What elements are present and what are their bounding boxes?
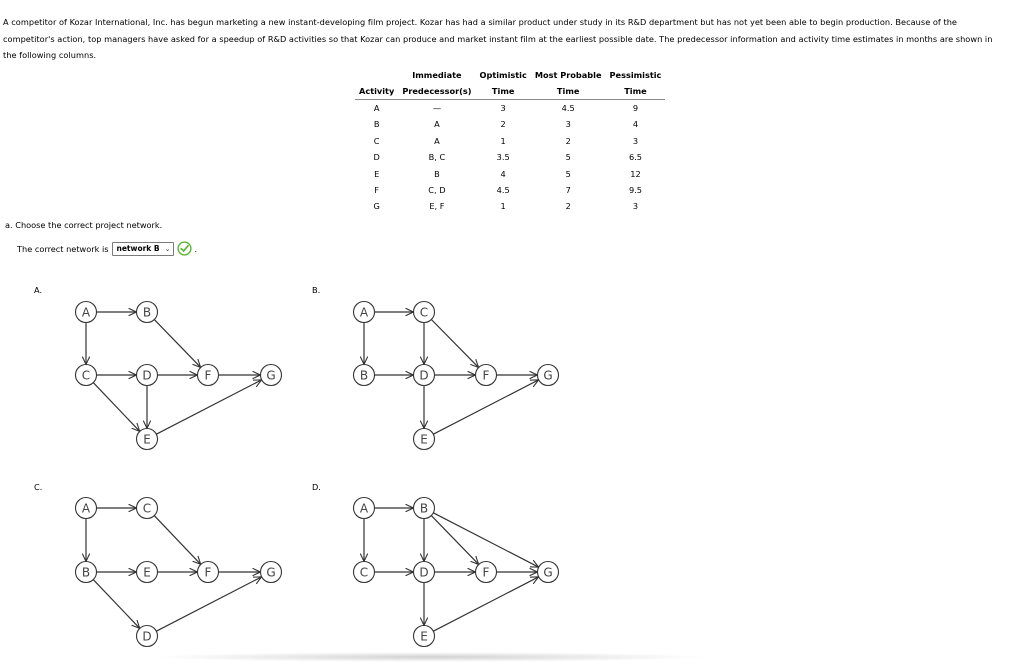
question-prompt: a. Choose the correct project network. <box>5 220 163 230</box>
table-cell: 2 <box>500 119 506 130</box>
header-cell: Time <box>531 83 606 100</box>
table-cell: B <box>434 168 440 179</box>
table-cell: C <box>373 135 380 146</box>
header-cell: Immediate <box>412 70 462 80</box>
table-cell: 4.5 <box>561 103 575 113</box>
table-cell: 4 <box>632 119 639 130</box>
edge-e-g <box>156 380 261 434</box>
table-cell: A <box>434 119 440 130</box>
table-cell: E, F <box>429 201 445 212</box>
table-cell: A <box>373 103 380 113</box>
node-label: B <box>81 565 91 580</box>
table-cell: 9 <box>632 103 639 113</box>
edge-e-g <box>433 380 538 434</box>
answer-prefix: The correct network is <box>17 243 109 254</box>
table-cell: 12 <box>630 168 641 179</box>
scroll-shadow <box>150 652 710 662</box>
node-label: G <box>543 565 553 580</box>
table-cell: 9.5 <box>628 185 642 196</box>
network-c-label: C. <box>34 482 43 492</box>
table-cell: 3 <box>500 103 506 113</box>
edge-b-g <box>433 513 538 567</box>
network-d-label: D. <box>312 482 321 492</box>
node-label: G <box>266 368 276 383</box>
table-cell: 4 <box>500 168 506 179</box>
table-cell: 5 <box>565 168 571 179</box>
table-cell: 7 <box>565 185 571 196</box>
node-label: G <box>543 368 553 383</box>
node-label: B <box>419 501 429 516</box>
node-label: F <box>204 368 212 383</box>
table-cell: 3 <box>632 135 639 146</box>
answer-suffix: . <box>194 243 198 254</box>
node-label: D <box>419 565 429 580</box>
table-cell: 6.5 <box>628 152 642 163</box>
table-cell: E <box>374 168 380 179</box>
header-cell: Activity <box>355 83 398 100</box>
node-label: F <box>204 565 212 580</box>
edge-d-g <box>156 577 261 631</box>
edge-b-d <box>93 580 139 628</box>
node-label: D <box>142 368 152 383</box>
table-cell: 2 <box>565 201 571 212</box>
edge-b-f <box>431 516 478 565</box>
node-label: G <box>266 565 276 580</box>
node-label: E <box>143 565 151 580</box>
network-b-label: B. <box>312 285 321 295</box>
table-cell: — <box>432 103 441 113</box>
node-label: C <box>142 501 152 516</box>
node-label: A <box>81 305 91 320</box>
header-cell: Most Probable <box>534 70 602 80</box>
node-label: B <box>142 305 152 320</box>
node-label: C <box>81 368 91 383</box>
node-label: A <box>359 501 369 516</box>
node-label: C <box>359 565 369 580</box>
intro-line-1: A competitor of Kozar International, Inc. has begun marketing a new instant-developing film project. Kozar has had a similar product under study in its R&D department but has not yet been able to begin production. Because of the <box>3 17 958 27</box>
network-a-label: A. <box>34 285 43 295</box>
intro-line-3: the following columns. <box>3 50 97 60</box>
table-cell: G <box>373 201 380 212</box>
table-cell: B <box>373 119 380 130</box>
table-cell: 5 <box>565 152 571 163</box>
node-label: D <box>419 368 429 383</box>
table-cell: D <box>373 152 380 163</box>
intro-line-2: competitor's action, top managers have asked for a speedup of R&D activities so that Kozar can produce and market instant film at the earliest possible date. The predecessor information and activity time estimates in months are shown in <box>3 33 993 44</box>
chevron-down-icon: ⌄ <box>164 244 171 253</box>
header-cell: Pessimistic <box>609 70 662 80</box>
network-c <box>76 498 282 647</box>
header-cell: Predecessor(s) <box>398 83 475 100</box>
table-cell: 3.5 <box>496 152 510 163</box>
node-label: F <box>482 565 490 580</box>
edge-c-f <box>431 319 478 367</box>
selected-value: network B <box>116 244 160 253</box>
network-d <box>354 498 559 647</box>
table-cell: A <box>434 135 440 146</box>
node-label: D <box>142 629 152 644</box>
network-b <box>354 302 559 450</box>
table-cell: C, D <box>428 185 446 196</box>
table-cell: 3 <box>632 201 639 212</box>
table-cell: B, C <box>428 152 446 163</box>
node-label: F <box>482 368 490 383</box>
node-label: A <box>359 305 369 320</box>
network-a <box>76 302 282 450</box>
node-label: B <box>359 368 369 383</box>
header-cell: Optimistic <box>479 70 527 80</box>
node-label: E <box>420 432 428 447</box>
node-label: C <box>419 305 429 320</box>
edge-c-e <box>93 383 139 431</box>
node-label: E <box>143 432 151 447</box>
table-cell: F <box>374 185 380 196</box>
header-cell: Time <box>606 83 666 100</box>
table-cell: 1 <box>500 135 506 146</box>
table-cell: 4.5 <box>496 185 510 196</box>
table-cell: 1 <box>500 201 506 212</box>
node-label: E <box>420 629 428 644</box>
node-label: A <box>81 501 91 516</box>
header-cell: Time <box>476 83 531 100</box>
table-cell: 3 <box>565 119 571 130</box>
table-cell: 2 <box>565 135 571 146</box>
edge-c-f <box>154 516 200 564</box>
edge-e-g <box>433 577 538 631</box>
edge-b-f <box>154 320 200 368</box>
